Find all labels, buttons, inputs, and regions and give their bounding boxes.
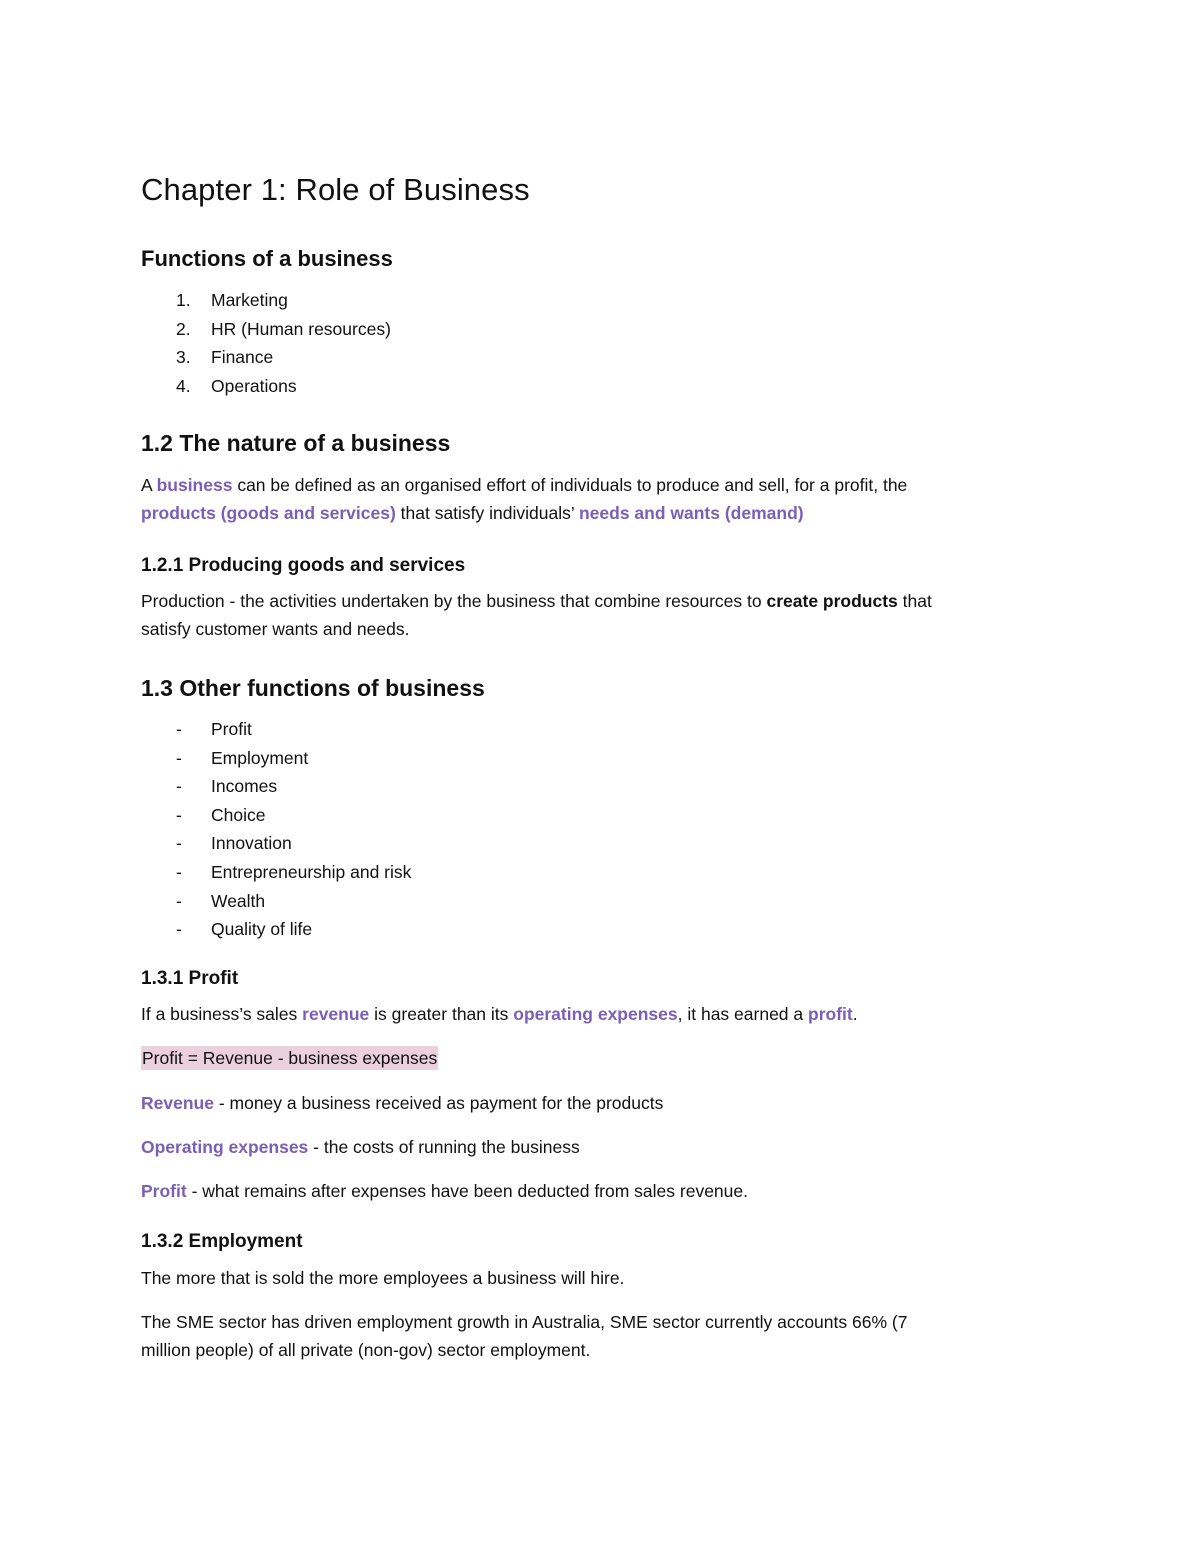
functions-heading: Functions of a business bbox=[141, 246, 393, 271]
section-heading-employment: 1.3.2 Employment bbox=[141, 1231, 303, 1252]
list-item: - Profit bbox=[176, 719, 252, 739]
list-item: - Incomes bbox=[176, 776, 278, 797]
nature-paragraph-line2: products (goods and services) that satisfy individuals’ needs and wants (demand) bbox=[141, 503, 804, 523]
employment-paragraph-2-line2: million people) of all private (non-gov) sector employment. bbox=[141, 1340, 591, 1360]
nature-paragraph-line1: A business can be defined as an organised effort of individuals to produce and sell, for a profit, the bbox=[141, 475, 908, 495]
section-heading-nature: 1.2 The nature of a business bbox=[141, 430, 451, 456]
section-heading-producing: 1.2.1 Producing goods and services bbox=[141, 555, 466, 576]
operating-expenses-definition: Operating expenses - the costs of running the business bbox=[141, 1137, 580, 1157]
functions-list bbox=[141, 286, 391, 400]
employment-paragraph-2-line1: The SME sector has driven employment growth in Australia, SME sector currently accounts 66% (7 bbox=[141, 1312, 908, 1332]
profit-formula: Profit = Revenue - business expenses bbox=[142, 1048, 438, 1068]
producing-paragraph-line1: Production - the activities undertaken by the business that combine resources to create products that bbox=[141, 591, 932, 611]
employment-paragraph-1: The more that is sold the more employees a business will hire. bbox=[141, 1268, 625, 1288]
list-item: - Innovation bbox=[176, 833, 292, 854]
profit-definition: Profit - what remains after expenses have been deducted from sales revenue. bbox=[141, 1181, 748, 1201]
other-functions-list bbox=[141, 715, 411, 944]
section-heading-profit: 1.3.1 Profit bbox=[141, 968, 239, 989]
producing-paragraph-line2: satisfy customer wants and needs. bbox=[141, 619, 410, 639]
list-item: - Quality of life bbox=[176, 919, 313, 940]
list-item: - Choice bbox=[176, 804, 266, 825]
page-title: Chapter 1: Role of Business bbox=[141, 172, 530, 207]
list-item: 4. Operations bbox=[176, 375, 297, 396]
list-item: - Entrepreneurship and risk bbox=[176, 861, 412, 882]
list-item: - Wealth bbox=[176, 890, 266, 911]
list-item: 2. HR (Human resources) bbox=[176, 318, 391, 339]
list-item: 3. Finance bbox=[176, 347, 274, 368]
list-item: 1. Marketing bbox=[176, 290, 288, 310]
revenue-definition: Revenue - money a business received as payment for the products bbox=[141, 1093, 664, 1113]
section-heading-other: 1.3 Other functions of business bbox=[141, 675, 485, 701]
list-item: - Employment bbox=[176, 747, 309, 768]
profit-paragraph: If a business’s sales revenue is greater than its operating expenses, it has earned a profit. bbox=[141, 1004, 858, 1024]
